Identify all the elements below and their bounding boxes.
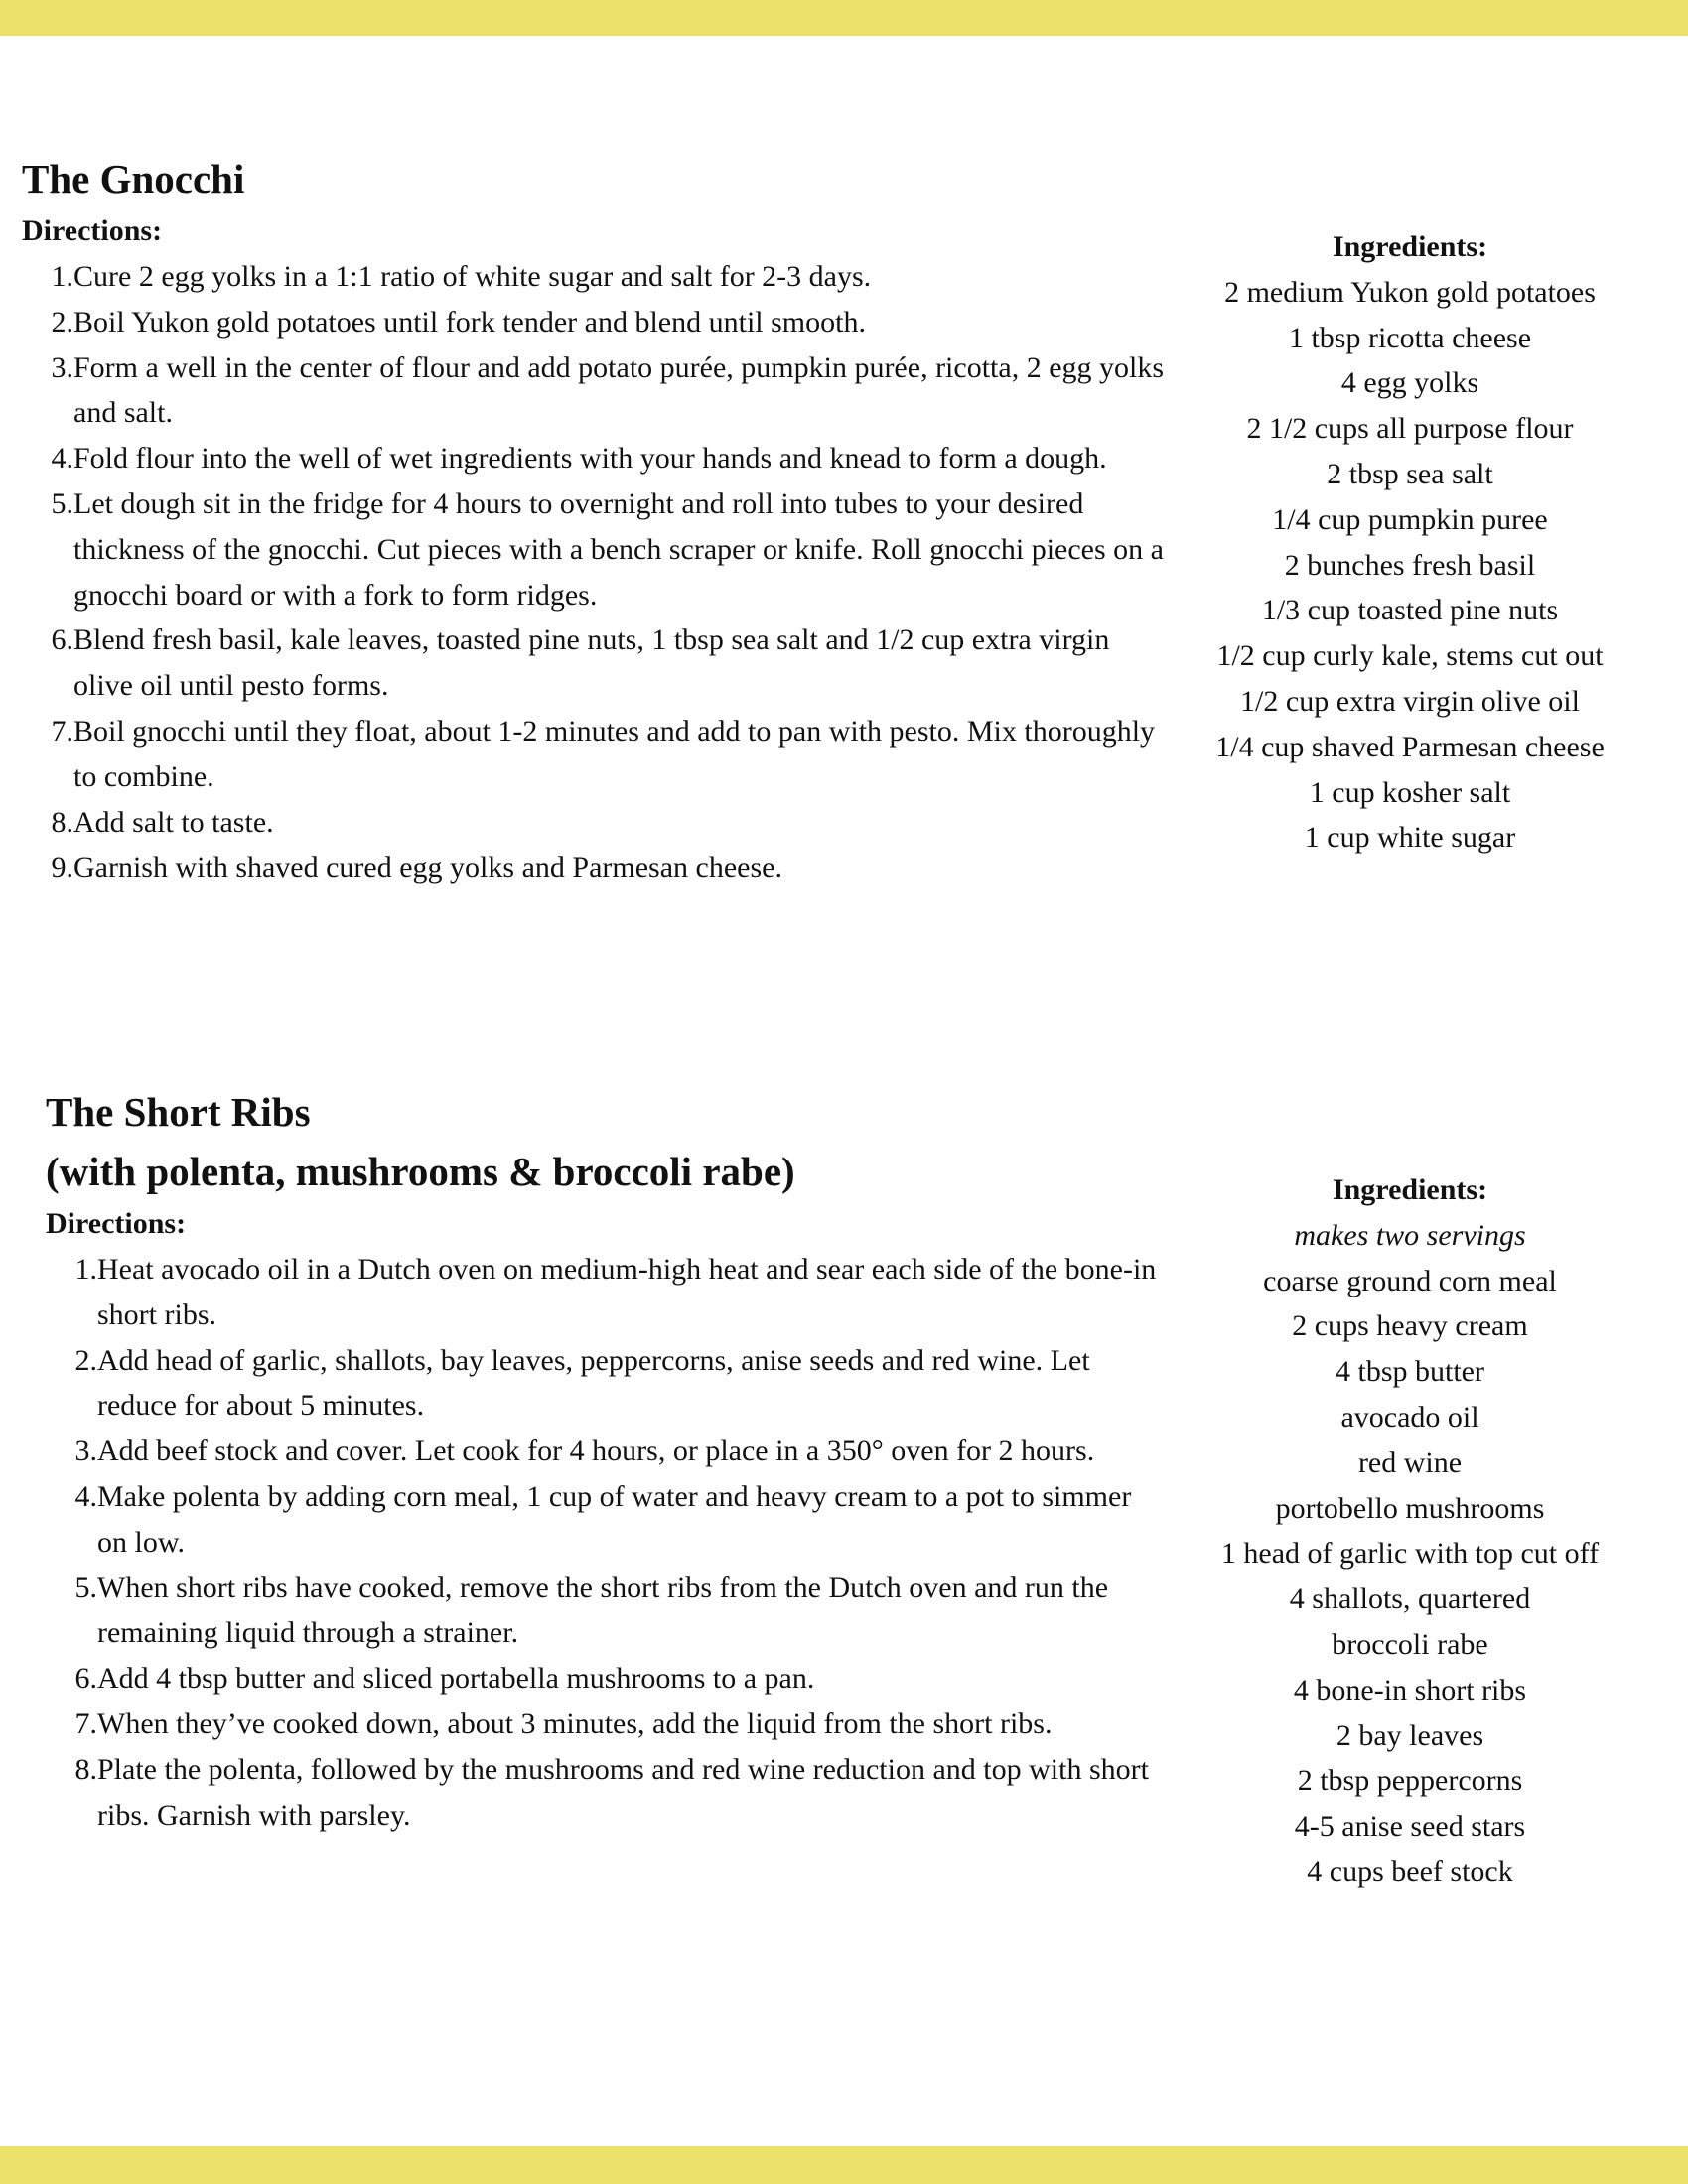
short-ribs-subtitle: (with polenta, mushrooms & broccoli rabe)	[46, 1149, 795, 1194]
step-number: 7.	[74, 1706, 97, 1740]
ingredient-item: 4 tbsp butter	[1336, 1355, 1484, 1389]
direction-step	[46, 1429, 1168, 1474]
step-text: Add head of garlic, shallots, bay leaves, peppercorns, anise seeds and red wine. Let reduce for about 5 minutes.	[97, 1343, 1090, 1423]
gnocchi-ingredients-heading: Ingredients:	[1332, 230, 1488, 263]
short-ribs-directions-heading: Directions:	[46, 1207, 187, 1240]
step-number: 7.	[51, 714, 73, 748]
step-number: 4.	[51, 442, 73, 476]
short-ribs-servings-note: makes two servings	[1294, 1218, 1526, 1252]
step-number: 3.	[51, 350, 73, 384]
ingredient-item: 4-5 anise seed stars	[1294, 1810, 1526, 1843]
step-text: Add 4 tbsp butter and sliced portabella mushrooms to a pan.	[97, 1662, 815, 1696]
short-ribs-directions-list	[46, 1247, 1168, 1838]
step-text: Form a well in the center of flour and add potato purée, pumpkin purée, ricotta, 2 egg yolks and salt.	[73, 350, 1165, 430]
ingredient-item: 1/2 cup curly kale, stems cut out	[1216, 639, 1604, 673]
gnocchi-recipe	[22, 149, 1174, 890]
gnocchi-ingredients-panel	[1182, 224, 1638, 861]
step-number: 8.	[74, 1752, 97, 1786]
direction-step	[46, 1247, 1168, 1338]
short-ribs-ingredients-list	[1182, 1259, 1638, 1895]
ingredient-item: 2 tbsp sea salt	[1327, 457, 1493, 490]
direction-step	[46, 1566, 1168, 1657]
direction-step	[46, 1656, 1168, 1702]
ingredient-item: 2 bunches fresh basil	[1284, 548, 1536, 582]
ingredient-item: coarse ground corn meal	[1263, 1264, 1557, 1297]
ingredient-item: 2 bay leaves	[1336, 1718, 1484, 1752]
direction-step	[46, 1338, 1168, 1430]
ingredient-item: portobello mushrooms	[1275, 1491, 1545, 1525]
ingredient-item: 1 head of garlic with top cut off	[1220, 1537, 1600, 1570]
direction-step	[46, 1474, 1168, 1566]
step-text: Plate the polenta, followed by the mushrooms and red wine reduction and top with short ribs. Garnish with parsley.	[97, 1752, 1149, 1832]
step-text: Boil Yukon gold potatoes until fork tender and blend until smooth.	[73, 305, 866, 339]
direction-step	[46, 1702, 1168, 1747]
ingredient-item: 4 bone-in short ribs	[1293, 1673, 1527, 1706]
step-text: Cure 2 egg yolks in a 1:1 ratio of white sugar and salt for 2-3 days.	[73, 260, 872, 293]
step-text: Garnish with shaved cured egg yolks and Parmesan cheese.	[73, 851, 782, 885]
direction-step	[22, 709, 1174, 800]
step-number: 9.	[51, 851, 73, 885]
step-number: 3.	[74, 1434, 97, 1468]
step-number: 2.	[51, 305, 73, 339]
short-ribs-ingredients-panel	[1182, 1167, 1638, 1895]
step-text: Blend fresh basil, kale leaves, toasted pine nuts, 1 tbsp sea salt and 1/2 cup extra virgin olive oil until pesto forms.	[73, 623, 1110, 703]
ingredient-item: 2 1/2 cups all purpose flour	[1246, 412, 1574, 446]
step-text: When they’ve cooked down, about 3 minutes, add the liquid from the short ribs.	[97, 1706, 1053, 1740]
short-ribs-title: The Short Ribs	[46, 1089, 311, 1135]
ingredient-item: avocado oil	[1340, 1400, 1479, 1433]
short-ribs-ingredients-heading: Ingredients:	[1332, 1173, 1488, 1206]
direction-step	[22, 436, 1174, 481]
ingredient-item: 2 medium Yukon gold potatoes	[1224, 275, 1596, 309]
short-ribs-recipe	[46, 1082, 1168, 1838]
ingredient-item: broccoli rabe	[1332, 1627, 1488, 1661]
gnocchi-directions-list	[22, 254, 1174, 890]
step-number: 1.	[74, 1253, 97, 1286]
step-number: 5.	[74, 1570, 97, 1604]
direction-step	[46, 1747, 1168, 1839]
direction-step	[22, 845, 1174, 890]
ingredient-item: 1/3 cup toasted pine nuts	[1261, 594, 1559, 627]
direction-step	[22, 254, 1174, 300]
step-number: 6.	[74, 1662, 97, 1696]
step-text: When short ribs have cooked, remove the short ribs from the Dutch oven and run the remaining liquid through a strainer.	[97, 1570, 1109, 1650]
step-number: 2.	[74, 1343, 97, 1377]
direction-step	[22, 617, 1174, 709]
ingredient-item: 1 cup kosher salt	[1309, 775, 1511, 809]
gnocchi-title: The Gnocchi	[22, 156, 245, 202]
step-text: Let dough sit in the fridge for 4 hours to overnight and roll into tubes to your desired thickness of the gnocchi. Cut pieces with a bench scraper or knife. Roll gnocchi pieces on a gnocchi board or with a fork to form ridges.	[73, 486, 1164, 612]
ingredient-item: 4 egg yolks	[1340, 366, 1479, 400]
step-number: 1.	[51, 260, 73, 293]
ingredient-item: 1/2 cup extra virgin olive oil	[1240, 684, 1580, 718]
step-text: Add salt to taste.	[73, 805, 274, 839]
gnocchi-directions-heading: Directions:	[22, 214, 163, 247]
step-text: Heat avocado oil in a Dutch oven on medium-high heat and sear each side of the bone-in short ribs.	[97, 1253, 1157, 1331]
bottom-color-band	[0, 2146, 1688, 2184]
step-text: Make polenta by adding corn meal, 1 cup of water and heavy cream to a pot to simmer on low.	[97, 1479, 1132, 1559]
ingredient-item: 4 shallots, quartered	[1289, 1582, 1531, 1616]
direction-step	[22, 300, 1174, 345]
ingredient-item: 1/4 cup pumpkin puree	[1272, 502, 1548, 536]
direction-step	[22, 481, 1174, 617]
direction-step	[22, 800, 1174, 846]
ingredient-item: 2 cups heavy cream	[1292, 1309, 1528, 1343]
step-text: Fold flour into the well of wet ingredients with your hands and knead to form a dough.	[73, 442, 1107, 476]
step-text: Add beef stock and cover. Let cook for 4 hours, or place in a 350° oven for 2 hours.	[97, 1434, 1095, 1468]
step-number: 8.	[51, 805, 73, 839]
step-number: 4.	[74, 1479, 97, 1513]
ingredient-item: 2 tbsp peppercorns	[1297, 1764, 1523, 1798]
gnocchi-ingredients-list	[1182, 270, 1638, 861]
direction-step	[22, 345, 1174, 437]
ingredient-item: 1 tbsp ricotta cheese	[1288, 321, 1532, 354]
ingredient-item: 4 cups beef stock	[1307, 1854, 1513, 1888]
step-text: Boil gnocchi until they float, about 1-2 minutes and add to pan with pesto. Mix thoroughly to combine.	[73, 714, 1156, 793]
top-color-band	[0, 0, 1688, 36]
ingredient-item: 1/4 cup shaved Parmesan cheese	[1215, 730, 1605, 763]
step-number: 6.	[51, 623, 73, 657]
ingredient-item: 1 cup white sugar	[1304, 821, 1516, 855]
step-number: 5.	[51, 486, 73, 520]
ingredient-item: red wine	[1357, 1445, 1463, 1479]
